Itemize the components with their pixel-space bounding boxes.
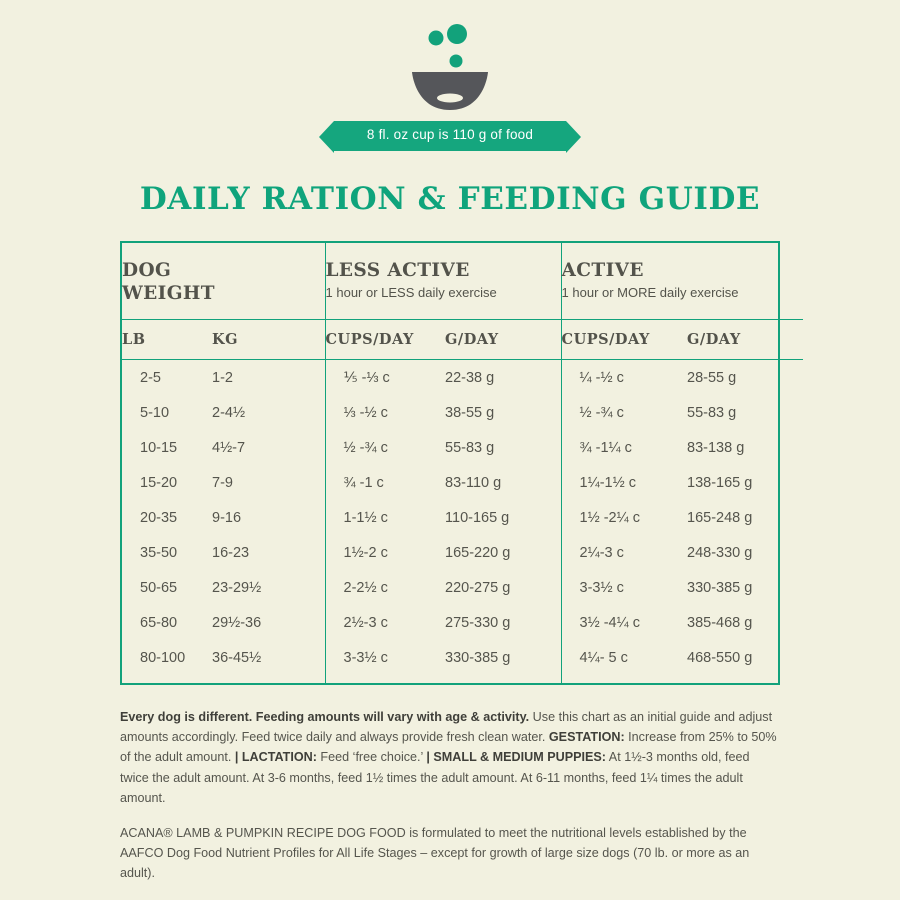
- note-bold-lactation: | LACTATION:: [234, 750, 317, 765]
- cell-cups-active: ¾ -1¼ c: [561, 430, 687, 465]
- cell-grams-less-active: 83-110 g: [445, 474, 502, 491]
- cell-cups-less-active: ½ -¾ c: [325, 430, 445, 465]
- column-header-cups-active: CUPS/DAY: [561, 320, 687, 360]
- cell-grams-active: 468-550 g: [687, 649, 753, 666]
- cell-cups-less-active: 2½-3 c: [325, 605, 445, 640]
- cell-cups-active: ½ -¾ c: [561, 395, 687, 430]
- cell-grams-less-active: 22-38 g: [445, 369, 495, 386]
- group-active: [561, 243, 803, 320]
- table-column-header-row: [122, 320, 803, 360]
- group-title: LESS ACTIVE: [325, 259, 470, 281]
- cell-kg: 36-45½: [212, 649, 262, 666]
- table-row: [122, 570, 803, 605]
- page-title: DAILY RATION & FEEDING GUIDE: [139, 180, 761, 217]
- cell-cups-active: 4¼- 5 c: [561, 640, 687, 683]
- cell-kg: 4½-7: [212, 439, 246, 456]
- note-text-2: Increase from 25% to 50% of the adult amount.: [120, 729, 777, 765]
- cell-cups-less-active: ¾ -1 c: [325, 465, 445, 500]
- column-header-grams-less-active: G/DAY: [445, 320, 561, 360]
- cell-lb: 65-80: [140, 614, 178, 631]
- cell-grams-active: 28-55 g: [687, 369, 737, 386]
- cell-cups-active: 3½ -4¼ c: [561, 605, 687, 640]
- cell-grams-less-active: 55-83 g: [445, 439, 495, 456]
- column-header-grams-active: G/DAY: [687, 320, 803, 360]
- cell-cups-less-active: 1-1½ c: [325, 500, 445, 535]
- group-dog-weight: [122, 243, 325, 320]
- cell-cups-less-active: ⅕ -⅓ c: [325, 360, 445, 396]
- cell-grams-less-active: 220-275 g: [445, 579, 511, 596]
- cell-kg: 1-2: [212, 369, 233, 386]
- cell-kg: 29½-36: [212, 614, 262, 631]
- note-bold-gestation: GESTATION:: [548, 729, 625, 744]
- group-subtitle: 1 hour or LESS daily exercise: [325, 284, 497, 300]
- table-row: [122, 605, 803, 640]
- cell-cups-active: 1¼-1½ c: [561, 465, 687, 500]
- cell-grams-less-active: 165-220 g: [445, 544, 511, 561]
- group-less-active: [325, 243, 561, 320]
- note-bold-puppies: | SMALL & MEDIUM PUPPIES:: [426, 750, 606, 765]
- cell-lb: 10-15: [140, 439, 178, 456]
- cell-cups-active: ¼ -½ c: [561, 360, 687, 396]
- group-subtitle: 1 hour or MORE daily exercise: [561, 284, 739, 300]
- cell-grams-active: 385-468 g: [687, 614, 753, 631]
- column-header-lb: LB: [122, 320, 212, 360]
- feeding-notes: [120, 707, 780, 884]
- column-header-kg: KG: [212, 320, 325, 360]
- cell-cups-less-active: 1½-2 c: [325, 535, 445, 570]
- note-bold-every-dog: Every dog is different. Feeding amounts will vary with age & activity.: [120, 709, 530, 724]
- cell-grams-active: 55-83 g: [687, 404, 737, 421]
- group-title: ACTIVE: [561, 259, 644, 281]
- cell-lb: 15-20: [140, 474, 178, 491]
- cell-grams-active: 83-138 g: [687, 439, 745, 456]
- table-row: [122, 395, 803, 430]
- table-row: [122, 535, 803, 570]
- note-paragraph-2: ACANA® LAMB & PUMPKIN RECIPE DOG FOOD is formulated to meet the nutritional levels established by the AAFCO Dog Food Nutrient Profiles for All Life Stages – except for growth of large size dogs (70 lb. or more as an adult).: [120, 825, 750, 881]
- cell-lb: 5-10: [140, 404, 170, 421]
- column-header-cups-less-active: CUPS/DAY: [325, 320, 445, 360]
- group-title-line1: DOG: [122, 259, 172, 281]
- cell-kg: 16-23: [212, 544, 250, 561]
- table-row: [122, 640, 803, 683]
- cell-lb: 20-35: [140, 509, 178, 526]
- table-row: [122, 360, 803, 396]
- table-group-header-row: [122, 243, 803, 320]
- cell-grams-active: 165-248 g: [687, 509, 753, 526]
- table-row: [122, 500, 803, 535]
- note-paragraph-1: [120, 707, 780, 809]
- note-text-4: At 1½-3 months old, feed twice the adult amount. At 3-6 months, feed 1½ times the adult amount. At 6-11 months, feed 1¼ times the adult amount.: [120, 750, 750, 806]
- cell-grams-active: 248-330 g: [687, 544, 753, 561]
- cell-lb: 50-65: [140, 579, 178, 596]
- ribbon-label: 8 fl. oz cup is 110 g of food: [334, 121, 566, 151]
- cell-grams-less-active: 275-330 g: [445, 614, 511, 631]
- cell-grams-active: 138-165 g: [687, 474, 753, 491]
- cell-cups-less-active: ⅓ -½ c: [325, 395, 445, 430]
- cell-lb: 2-5: [140, 369, 161, 386]
- cell-grams-less-active: 110-165 g: [445, 509, 510, 526]
- dog-bowl-icon: [390, 22, 510, 117]
- cell-cups-active: 3-3½ c: [561, 570, 687, 605]
- cell-kg: 2-4½: [212, 404, 246, 421]
- cup-conversion-ribbon: [0, 121, 900, 151]
- cell-kg: 7-9: [212, 474, 233, 491]
- table-row: [122, 430, 803, 465]
- cell-lb: 35-50: [140, 544, 178, 561]
- note-text-1: Use this chart as an initial guide and adjust amounts accordingly. Feed twice daily and always provide fresh clean water.: [120, 709, 773, 744]
- bowl-illustration: [0, 0, 900, 117]
- cell-lb: 80-100: [140, 649, 186, 666]
- cell-cups-active: 2¼-3 c: [561, 535, 687, 570]
- cell-grams-less-active: 330-385 g: [445, 649, 511, 666]
- cell-cups-less-active: 2-2½ c: [325, 570, 445, 605]
- cell-grams-active: 330-385 g: [687, 579, 753, 596]
- cell-grams-less-active: 38-55 g: [445, 404, 495, 421]
- cell-cups-active: 1½ -2¼ c: [561, 500, 687, 535]
- cell-kg: 9-16: [212, 509, 242, 526]
- group-title-line2: WEIGHT: [122, 282, 215, 304]
- cell-cups-less-active: 3-3½ c: [325, 640, 445, 683]
- table-row: [122, 465, 803, 500]
- note-text-3: Feed ‘free choice.’: [316, 750, 427, 765]
- feeding-table: [120, 241, 780, 685]
- cell-kg: 23-29½: [212, 579, 262, 596]
